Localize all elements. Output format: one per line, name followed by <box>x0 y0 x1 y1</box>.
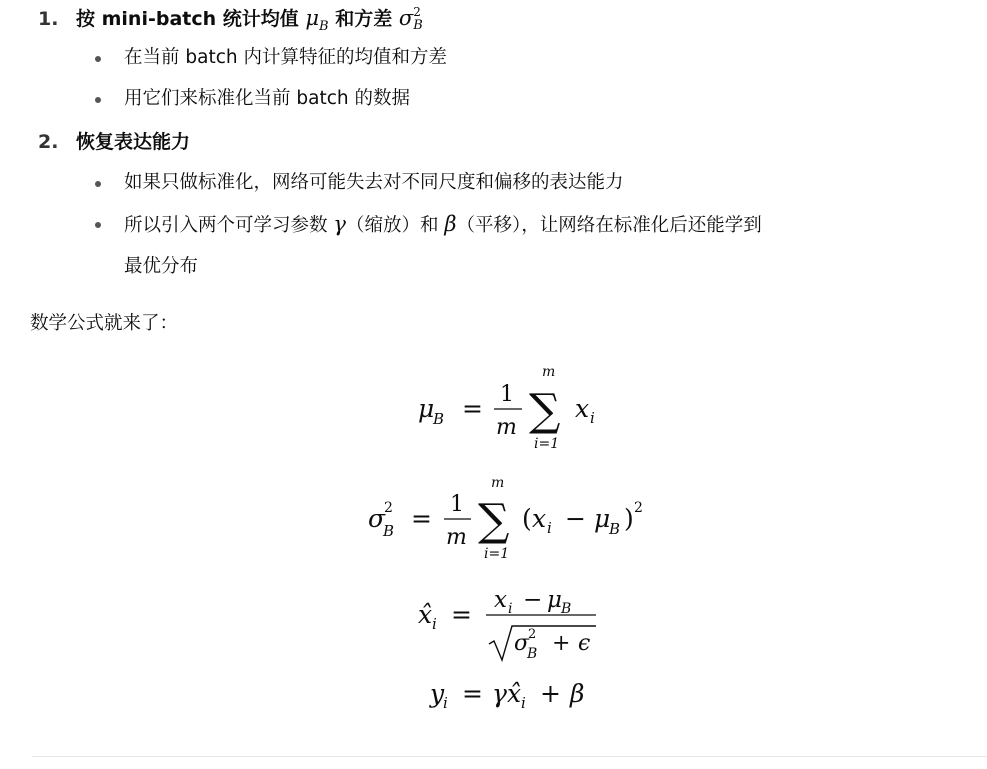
bullet-dot <box>95 56 101 62</box>
f4-lhs-sub: i <box>443 694 448 712</box>
bullet-dot <box>95 181 101 187</box>
f2-x: x <box>532 504 547 533</box>
f4-xhat: x̂ <box>507 679 522 708</box>
f3-lhs: x̂ <box>418 600 433 629</box>
f2-lhs-sup: 2 <box>384 500 393 516</box>
bullet-2-text-part3: （平移），让网络在标准化后还能学到 <box>456 215 762 236</box>
f3-den-sigma: σ <box>514 631 530 656</box>
formula-intro: 数学公式就来了： <box>30 313 179 334</box>
section-2-bullet-1: 如果只做标准化，网络可能失去对不同尺度和偏移的表达能力 <box>124 172 624 193</box>
f1-term: x <box>575 394 590 423</box>
f2-frac-den: m <box>446 525 467 550</box>
f3-den-sigma-sub: B <box>527 646 538 662</box>
sigma-symbol: σ <box>398 6 414 30</box>
bullet-dot <box>95 222 101 228</box>
section-1-bullet-2: 用它们来标准化当前 batch 的数据 <box>124 88 410 109</box>
section-1-title-mid: 和方差 <box>335 8 393 30</box>
formula-normalize <box>0 578 987 668</box>
sigma-subscript: B <box>413 18 423 33</box>
f1-sum-bottom: i=1 <box>534 436 560 452</box>
section-1-number: 1. <box>38 8 59 30</box>
f3-den-plus: + <box>552 631 571 656</box>
mu-symbol: μ <box>305 6 320 30</box>
f2-minus: − <box>565 504 586 533</box>
section-1-title-prefix: 按 mini-batch 统计均值 <box>76 8 299 30</box>
f2-mu: μ <box>594 504 611 533</box>
f2-open: ( <box>522 504 532 533</box>
f3-den-eps: ϵ <box>578 631 591 656</box>
f1-lhs-sub: B <box>433 410 445 428</box>
f3-num-mu-sub: B <box>561 601 572 617</box>
f3-num-x: x <box>494 587 507 613</box>
gamma-symbol: γ <box>333 212 346 236</box>
f3-eq: = <box>451 600 472 629</box>
formula-scale-shift <box>0 670 987 720</box>
f2-sum-bottom: i=1 <box>484 546 510 562</box>
f2-x-sub: i <box>547 519 552 537</box>
f1-eq: = <box>462 394 483 423</box>
f4-eq: = <box>462 679 483 708</box>
sigma-superscript: 2 <box>413 5 421 19</box>
f2-mu-sub: B <box>609 520 621 538</box>
f2-sum-top: m <box>491 475 505 491</box>
f1-term-sub: i <box>590 409 595 427</box>
formula-mean <box>0 358 987 458</box>
f4-gamma: γ <box>492 679 507 708</box>
f4-plus: + <box>540 679 561 708</box>
f1-frac-num: 1 <box>500 382 514 407</box>
f4-lhs: y <box>430 679 445 708</box>
section-1-bullet-1: 在当前 batch 内计算特征的均值和方差 <box>124 47 447 68</box>
bullet-dot <box>95 97 101 103</box>
f2-frac-num: 1 <box>450 492 464 517</box>
f2-pow: 2 <box>634 500 643 516</box>
f1-frac-den: m <box>496 415 517 440</box>
f3-den-sigma-sup: 2 <box>528 627 537 642</box>
f3-lhs-sub: i <box>432 615 437 633</box>
section-1-heading <box>38 5 423 40</box>
f1-sum-top: m <box>542 364 556 380</box>
section-divider <box>32 756 987 757</box>
f1-lhs: μ <box>418 394 435 423</box>
formula-variance <box>0 470 987 570</box>
f2-eq: = <box>411 504 432 533</box>
f3-num-minus: − <box>523 587 543 613</box>
section-2-bullet-2 <box>124 211 762 239</box>
beta-symbol: β <box>444 212 457 236</box>
section-2-bullet-2-line-2: 最优分布 <box>124 256 199 277</box>
f3-num-x-sub: i <box>508 601 513 617</box>
mu-subscript: B <box>319 18 329 34</box>
f4-beta: β <box>570 679 585 708</box>
f2-close: ) <box>624 504 634 533</box>
f2-sum: ∑ <box>478 495 510 546</box>
f2-lhs: σ <box>368 504 386 533</box>
bullet-2-text-part1: 所以引入两个可学习参数 <box>124 215 328 236</box>
section-2-heading <box>38 129 190 155</box>
f3-num-mu: μ <box>547 587 562 613</box>
f2-lhs-sub: B <box>383 522 395 540</box>
bullet-2-text-part2: （缩放）和 <box>345 215 439 236</box>
section-2-number: 2. <box>38 131 59 153</box>
section-2-title: 恢复表达能力 <box>76 131 191 153</box>
f4-xhat-sub: i <box>521 694 526 712</box>
f1-sum: ∑ <box>529 385 561 436</box>
